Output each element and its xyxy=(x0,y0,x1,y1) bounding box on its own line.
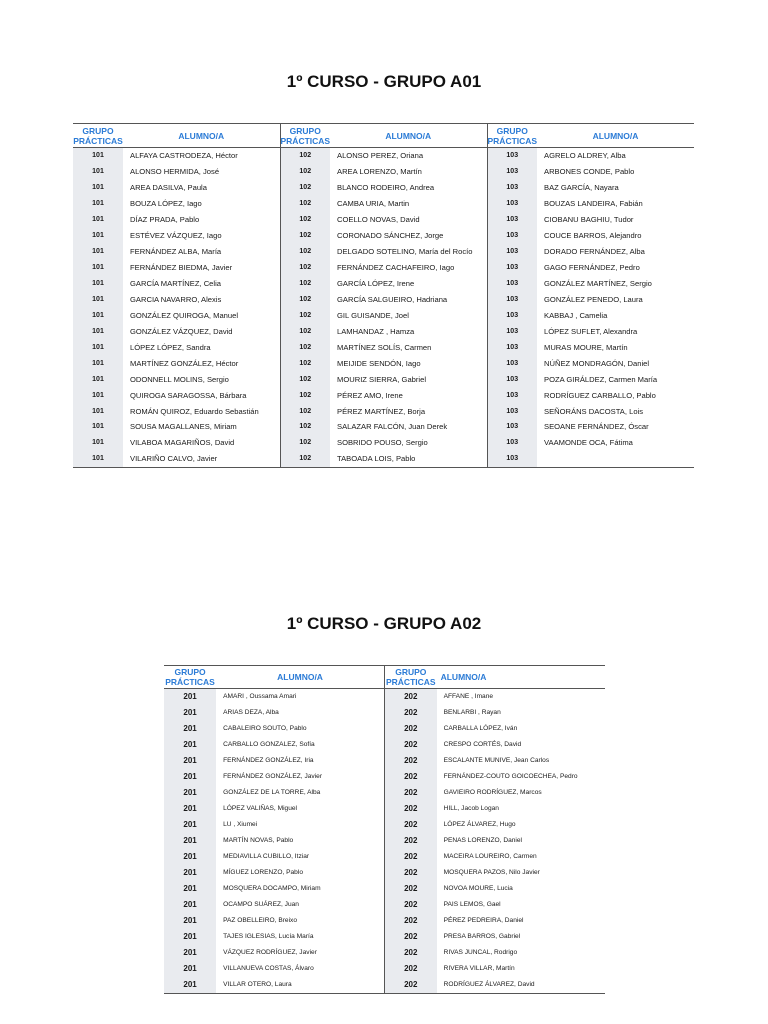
group-cell: 201 xyxy=(164,721,216,737)
student-name-cell: OCAMPO SUÁREZ, Juan xyxy=(223,901,299,908)
group-cell: 102 xyxy=(280,388,330,404)
table-row xyxy=(73,260,694,276)
group-cell: 202 xyxy=(384,737,436,753)
group-cell: 202 xyxy=(384,705,436,721)
group-cell: 101 xyxy=(73,340,123,356)
group-cell: 202 xyxy=(384,817,436,833)
header-student: ALUMNO/A xyxy=(330,124,487,148)
table-row xyxy=(73,292,694,308)
table-row xyxy=(73,196,694,212)
group-cell: 102 xyxy=(280,148,330,164)
header-group: GRUPO PRÁCTICAS xyxy=(165,667,215,687)
student-name-cell: GAVIEIRO RODRÍGUEZ, Marcos xyxy=(443,789,542,796)
group-cell: 202 xyxy=(384,913,436,929)
student-name-cell: QUIROGA SARAGOSSA, Bárbara xyxy=(130,390,247,400)
group-cell: 102 xyxy=(280,308,330,324)
student-name-cell: DÍAZ PRADA, Pablo xyxy=(130,214,200,224)
group-cell: 102 xyxy=(280,180,330,196)
student-name-cell: PENAS LORENZO, Daniel xyxy=(443,837,523,844)
table-row xyxy=(164,721,605,737)
group-cell: 102 xyxy=(280,244,330,260)
group-cell: 102 xyxy=(280,340,330,356)
student-name-cell: RODRÍGUEZ ÁLVAREZ, David xyxy=(443,981,535,988)
student-name-cell: HILL, Jacob Logan xyxy=(443,805,499,812)
table-row xyxy=(73,388,694,404)
group-cell: 101 xyxy=(73,451,123,467)
group-cell: 101 xyxy=(73,228,123,244)
student-name-cell: DELGADO SOTELINO, María del Rocío xyxy=(337,246,473,256)
student-name-cell: MOSQUERA PAZOS, Nilo Javier xyxy=(443,869,540,876)
table-row xyxy=(164,785,605,801)
group-cell: 202 xyxy=(384,721,436,737)
group-cell: 101 xyxy=(73,435,123,451)
group-cell: 102 xyxy=(280,260,330,276)
group-cell: 101 xyxy=(73,212,123,228)
table-row xyxy=(164,929,605,945)
group-cell: 103 xyxy=(487,372,537,388)
table-row xyxy=(73,164,694,180)
student-name-cell: AFFANE , Imane xyxy=(443,693,494,700)
student-name-cell: ESTÉVEZ VÁZQUEZ, Iago xyxy=(130,230,222,240)
header-student: ALUMNO/A xyxy=(437,666,605,689)
header-group: GRUPO PRÁCTICAS xyxy=(385,667,436,687)
group-cell: 101 xyxy=(73,180,123,196)
student-name-cell: SALAZAR FALCÓN, Juan Derek xyxy=(337,422,448,432)
table-row xyxy=(73,244,694,260)
group-cell: 103 xyxy=(487,212,537,228)
student-name-cell: GONZÁLEZ PENEDO, Laura xyxy=(544,294,643,304)
group-cell: 102 xyxy=(280,164,330,180)
group-cell: 101 xyxy=(73,324,123,340)
section-title-a02: 1º CURSO - GRUPO A02 xyxy=(286,614,482,633)
student-name-cell: NÚÑEZ MONDRAGÓN, Daniel xyxy=(544,358,650,368)
group-cell: 101 xyxy=(73,419,123,435)
student-name-cell: CIOBANU BAGHIU, Tudor xyxy=(544,214,634,224)
student-name-cell: MACEIRA LOUREIRO, Carmen xyxy=(443,853,537,860)
student-name-cell xyxy=(537,451,694,467)
student-name-cell: KABBAJ , Camelia xyxy=(544,310,608,320)
student-name-cell: MURAS MOURE, Martín xyxy=(544,342,628,352)
student-name-cell: COUCE BARROS, Alejandro xyxy=(544,230,642,240)
student-name-cell: GONZÁLEZ QUIROGA, Manuel xyxy=(130,310,239,320)
student-name-cell: COELLO NOVAS, David xyxy=(337,214,420,224)
group-cell: 201 xyxy=(164,977,216,994)
group-cell: 102 xyxy=(280,435,330,451)
table-row xyxy=(164,769,605,785)
header-student: ALUMNO/A xyxy=(123,124,280,148)
table-row xyxy=(164,897,605,913)
student-name-cell: PÉREZ MARTÍNEZ, Borja xyxy=(337,406,426,416)
header-student: ALUMNO/A xyxy=(537,124,694,148)
header-student: ALUMNO/A xyxy=(216,666,384,689)
student-name-cell: BLANCO RODEIRO, Andrea xyxy=(337,182,435,192)
student-name-cell: CABALEIRO SOUTO, Pablo xyxy=(223,725,307,732)
group-cell: 102 xyxy=(280,276,330,292)
table-row xyxy=(73,228,694,244)
student-name-cell: FERNÁNDEZ BIEDMA, Javier xyxy=(130,262,233,272)
group-cell: 101 xyxy=(73,404,123,420)
group-cell: 103 xyxy=(487,404,537,420)
student-name-cell: CRESPO CORTÉS, David xyxy=(443,741,522,748)
group-cell: 202 xyxy=(384,865,436,881)
student-name-cell: LÓPEZ LÓPEZ, Sandra xyxy=(130,342,211,352)
table-row xyxy=(73,340,694,356)
student-name-cell: AREA DASILVA, Paula xyxy=(130,182,207,192)
student-name-cell: BENLARBI , Rayan xyxy=(443,709,501,716)
student-name-cell: SOUSA MAGALLANES, Miriam xyxy=(130,422,237,432)
student-name-cell: ARBONES CONDE, Pablo xyxy=(544,166,635,176)
table-row xyxy=(73,212,694,228)
student-name-cell: BOUZAS LANDEIRA, Fabián xyxy=(544,198,643,208)
group-cell: 101 xyxy=(73,276,123,292)
group-cell: 201 xyxy=(164,769,216,785)
group-cell: 102 xyxy=(280,419,330,435)
student-name-cell: NOVOA MOURE, Lucia xyxy=(443,885,513,892)
group-cell: 103 xyxy=(487,308,537,324)
group-cell: 103 xyxy=(487,324,537,340)
group-cell: 103 xyxy=(487,340,537,356)
group-cell: 202 xyxy=(384,785,436,801)
student-name-cell: MÍGUEZ LORENZO, Pablo xyxy=(223,869,303,876)
student-name-cell: MEIJIDE SENDÓN, Iago xyxy=(337,358,421,368)
group-a02-table xyxy=(164,665,605,994)
student-name-cell: PRESA BARROS, Gabriel xyxy=(443,933,521,940)
table-row xyxy=(164,865,605,881)
group-cell: 202 xyxy=(384,929,436,945)
table-row xyxy=(73,372,694,388)
table-row xyxy=(164,817,605,833)
group-cell: 101 xyxy=(73,292,123,308)
group-cell: 101 xyxy=(73,244,123,260)
group-cell: 103 xyxy=(487,276,537,292)
group-cell: 103 xyxy=(487,292,537,308)
student-name-cell: PAIS LEMOS, Gael xyxy=(443,901,501,908)
student-name-cell: GONZÁLEZ VÁZQUEZ, David xyxy=(130,326,233,336)
group-cell: 103 xyxy=(487,228,537,244)
group-cell: 201 xyxy=(164,801,216,817)
table-header-row xyxy=(164,666,605,689)
student-name-cell: ALONSO HERMIDA, José xyxy=(130,166,220,176)
student-name-cell: VÁZQUEZ RODRÍGUEZ, Javier xyxy=(223,949,317,956)
group-cell: 201 xyxy=(164,865,216,881)
student-name-cell: AGRELO ALDREY, Alba xyxy=(544,151,626,160)
student-name-cell: CARBALLO GONZALEZ, Sofía xyxy=(223,741,315,748)
group-cell: 201 xyxy=(164,929,216,945)
student-name-cell: FERNÁNDEZ CACHAFEIRO, Iago xyxy=(337,262,455,272)
table-row xyxy=(164,913,605,929)
group-cell: 201 xyxy=(164,897,216,913)
group-cell: 103 xyxy=(487,435,537,451)
header-group: GRUPO PRÁCTICAS xyxy=(73,125,123,146)
group-cell: 103 xyxy=(487,451,537,467)
table-row xyxy=(73,435,694,451)
table-row xyxy=(164,705,605,721)
table-row xyxy=(164,881,605,897)
table-row xyxy=(164,753,605,769)
student-name-cell: GONZÁLEZ MARTÍNEZ, Sergio xyxy=(544,278,652,288)
student-name-cell: POZA GIRÁLDEZ, Carmen María xyxy=(544,374,658,384)
table-row xyxy=(73,308,694,324)
student-name-cell: GIL GUISANDE, Joel xyxy=(337,310,409,320)
table-row xyxy=(73,451,694,467)
table-row xyxy=(73,404,694,420)
group-cell: 101 xyxy=(73,164,123,180)
student-name-cell: LU , Xiumei xyxy=(223,821,258,828)
group-cell: 202 xyxy=(384,897,436,913)
table-row xyxy=(164,737,605,753)
student-name-cell: GARCÍA LÓPEZ, Irene xyxy=(337,278,415,288)
group-cell: 103 xyxy=(487,196,537,212)
table-row xyxy=(164,977,605,994)
student-name-cell: BOUZA LÓPEZ, Iago xyxy=(130,198,202,208)
table-row xyxy=(73,276,694,292)
group-cell: 101 xyxy=(73,260,123,276)
group-cell: 102 xyxy=(280,196,330,212)
group-cell: 201 xyxy=(164,753,216,769)
table-row xyxy=(164,801,605,817)
student-name-cell: MOSQUERA DOCAMPO, Miriam xyxy=(223,885,321,892)
group-cell: 101 xyxy=(73,196,123,212)
group-cell: 201 xyxy=(164,961,216,977)
group-cell: 201 xyxy=(164,913,216,929)
student-name-cell: VAAMONDE OCA, Fátima xyxy=(544,438,633,448)
table-row xyxy=(164,689,605,706)
student-name-cell: ALFAYA CASTRODEZA, Héctor xyxy=(130,151,238,160)
student-name-cell: FERNÁNDEZ-COUTO GOICOECHEA, Pedro xyxy=(443,773,578,780)
group-cell: 202 xyxy=(384,945,436,961)
student-name-cell: ESCALANTE MUNIVE, Jean Carlos xyxy=(443,757,550,764)
group-cell: 202 xyxy=(384,977,436,994)
table-row xyxy=(73,419,694,435)
student-name-cell: RIVAS JUNCAL, Rodrigo xyxy=(443,949,518,956)
group-cell: 103 xyxy=(487,148,537,164)
group-cell: 102 xyxy=(280,404,330,420)
group-a01-table xyxy=(73,123,694,468)
group-cell: 102 xyxy=(280,372,330,388)
student-name-cell: ALONSO PEREZ, Oriana xyxy=(337,151,424,160)
group-cell: 202 xyxy=(384,801,436,817)
table-row xyxy=(164,961,605,977)
group-cell: 101 xyxy=(73,388,123,404)
group-cell: 201 xyxy=(164,881,216,897)
group-cell: 201 xyxy=(164,785,216,801)
student-name-cell: MARTÍNEZ SOLÍS, Carmen xyxy=(337,342,432,352)
table-row xyxy=(164,849,605,865)
group-cell: 202 xyxy=(384,769,436,785)
student-name-cell: PÉREZ AMO, Irene xyxy=(337,390,403,400)
student-name-cell: GARCÍA SALGUEIRO, Hadriana xyxy=(337,294,448,304)
table-header-row xyxy=(73,124,694,148)
group-cell: 202 xyxy=(384,689,436,706)
student-name-cell: PAZ OBELLEIRO, Breixo xyxy=(223,917,298,924)
student-name-cell: GARCIA NAVARRO, Alexis xyxy=(130,294,222,304)
group-cell: 102 xyxy=(280,324,330,340)
group-cell: 202 xyxy=(384,849,436,865)
group-cell: 103 xyxy=(487,388,537,404)
group-cell: 101 xyxy=(73,372,123,388)
student-name-cell: SEÑORÁNS DACOSTA, Lois xyxy=(544,406,644,416)
table-row xyxy=(73,324,694,340)
table-row xyxy=(73,356,694,372)
student-name-cell: TABOADA LOIS, Pablo xyxy=(337,454,416,464)
student-name-cell: FERNÁNDEZ GONZÁLEZ, Iria xyxy=(223,757,314,764)
student-name-cell: GONZÁLEZ DE LA TORRE, Alba xyxy=(223,789,321,796)
header-group: GRUPO PRÁCTICAS xyxy=(280,125,331,146)
group-cell: 202 xyxy=(384,753,436,769)
group-cell: 101 xyxy=(73,308,123,324)
table-row xyxy=(73,148,694,164)
group-cell: 103 xyxy=(487,244,537,260)
group-cell: 103 xyxy=(487,356,537,372)
section-title-a01: 1º CURSO - GRUPO A01 xyxy=(286,72,482,91)
group-cell: 202 xyxy=(384,961,436,977)
group-cell: 102 xyxy=(280,451,330,467)
student-name-cell: ODONNELL MOLINS, Sergio xyxy=(130,374,229,384)
student-name-cell: MOURIZ SIERRA, Gabriel xyxy=(337,374,427,384)
student-name-cell: AREA LORENZO, Martín xyxy=(337,166,422,176)
table-row xyxy=(73,180,694,196)
group-cell: 102 xyxy=(280,292,330,308)
student-name-cell: MARTÍNEZ GONZÁLEZ, Héctor xyxy=(130,358,239,368)
student-name-cell: VILLAR OTERO, Laura xyxy=(223,981,292,988)
header-group: GRUPO PRÁCTICAS xyxy=(487,125,538,146)
group-cell: 201 xyxy=(164,833,216,849)
group-cell: 202 xyxy=(384,881,436,897)
student-name-cell: SEOANE FERNÁNDEZ, Óscar xyxy=(544,422,649,432)
group-cell: 102 xyxy=(280,356,330,372)
group-cell: 103 xyxy=(487,180,537,196)
table-row xyxy=(164,945,605,961)
student-name-cell: BAZ GARCÍA, Nayara xyxy=(544,182,619,192)
student-name-cell: ARIAS DEZA, Alba xyxy=(223,709,279,716)
student-name-cell: RODRÍGUEZ CARBALLO, Pablo xyxy=(544,390,656,400)
group-cell: 101 xyxy=(73,148,123,164)
student-name-cell: TAJES IGLESIAS, Lucía María xyxy=(223,933,314,940)
student-name-cell: VILABOA MAGARIÑOS, David xyxy=(130,438,235,448)
student-name-cell: LÓPEZ SUFLET, Alexandra xyxy=(544,326,638,336)
student-name-cell: CARBALLA LÓPEZ, Iván xyxy=(443,725,518,732)
group-cell: 103 xyxy=(487,419,537,435)
student-name-cell: VILARIÑO CALVO, Javier xyxy=(130,454,218,464)
table-row xyxy=(164,833,605,849)
student-name-cell: MEDIAVILLA CUBILLO, Itziar xyxy=(223,853,310,860)
student-name-cell: CAMBA URIA, Martin xyxy=(337,198,410,208)
student-name-cell: DORADO FERNÁNDEZ, Alba xyxy=(544,246,645,256)
student-name-cell: GARCÍA MARTÍNEZ, Celia xyxy=(130,278,222,288)
group-cell: 201 xyxy=(164,945,216,961)
student-name-cell: LÓPEZ VALIÑAS, Miguel xyxy=(223,805,298,812)
group-cell: 201 xyxy=(164,737,216,753)
student-name-cell: SOBRIDO POUSO, Sergio xyxy=(337,438,428,448)
group-cell: 103 xyxy=(487,164,537,180)
student-name-cell: LAMHANDAZ , Hamza xyxy=(337,326,415,336)
student-name-cell: FERNÁNDEZ GONZÁLEZ, Javier xyxy=(223,773,323,780)
student-name-cell: MARTÍN NOVAS, Pablo xyxy=(223,837,294,844)
student-name-cell: GAGO FERNÁNDEZ, Pedro xyxy=(544,262,640,272)
group-cell: 103 xyxy=(487,260,537,276)
group-cell: 102 xyxy=(280,212,330,228)
group-cell: 201 xyxy=(164,817,216,833)
student-name-cell: PÉREZ PEDREIRA, Daniel xyxy=(443,917,524,924)
student-name-cell: CORONADO SÁNCHEZ, Jorge xyxy=(337,230,444,240)
group-cell: 201 xyxy=(164,705,216,721)
student-name-cell: ROMÁN QUIROZ, Eduardo Sebastián xyxy=(130,406,259,416)
group-cell: 101 xyxy=(73,356,123,372)
student-name-cell: VILLANUEVA COSTAS, Álvaro xyxy=(223,965,314,972)
group-cell: 102 xyxy=(280,228,330,244)
student-name-cell: AMARI , Oussama Amari xyxy=(223,693,297,700)
group-cell: 202 xyxy=(384,833,436,849)
group-cell: 201 xyxy=(164,849,216,865)
student-name-cell: RIVERA VILLAR, Martín xyxy=(443,965,515,972)
student-name-cell: LÓPEZ ÁLVAREZ, Hugo xyxy=(443,821,516,828)
student-name-cell: FERNÁNDEZ ALBA, María xyxy=(130,246,222,256)
group-cell: 201 xyxy=(164,689,216,706)
